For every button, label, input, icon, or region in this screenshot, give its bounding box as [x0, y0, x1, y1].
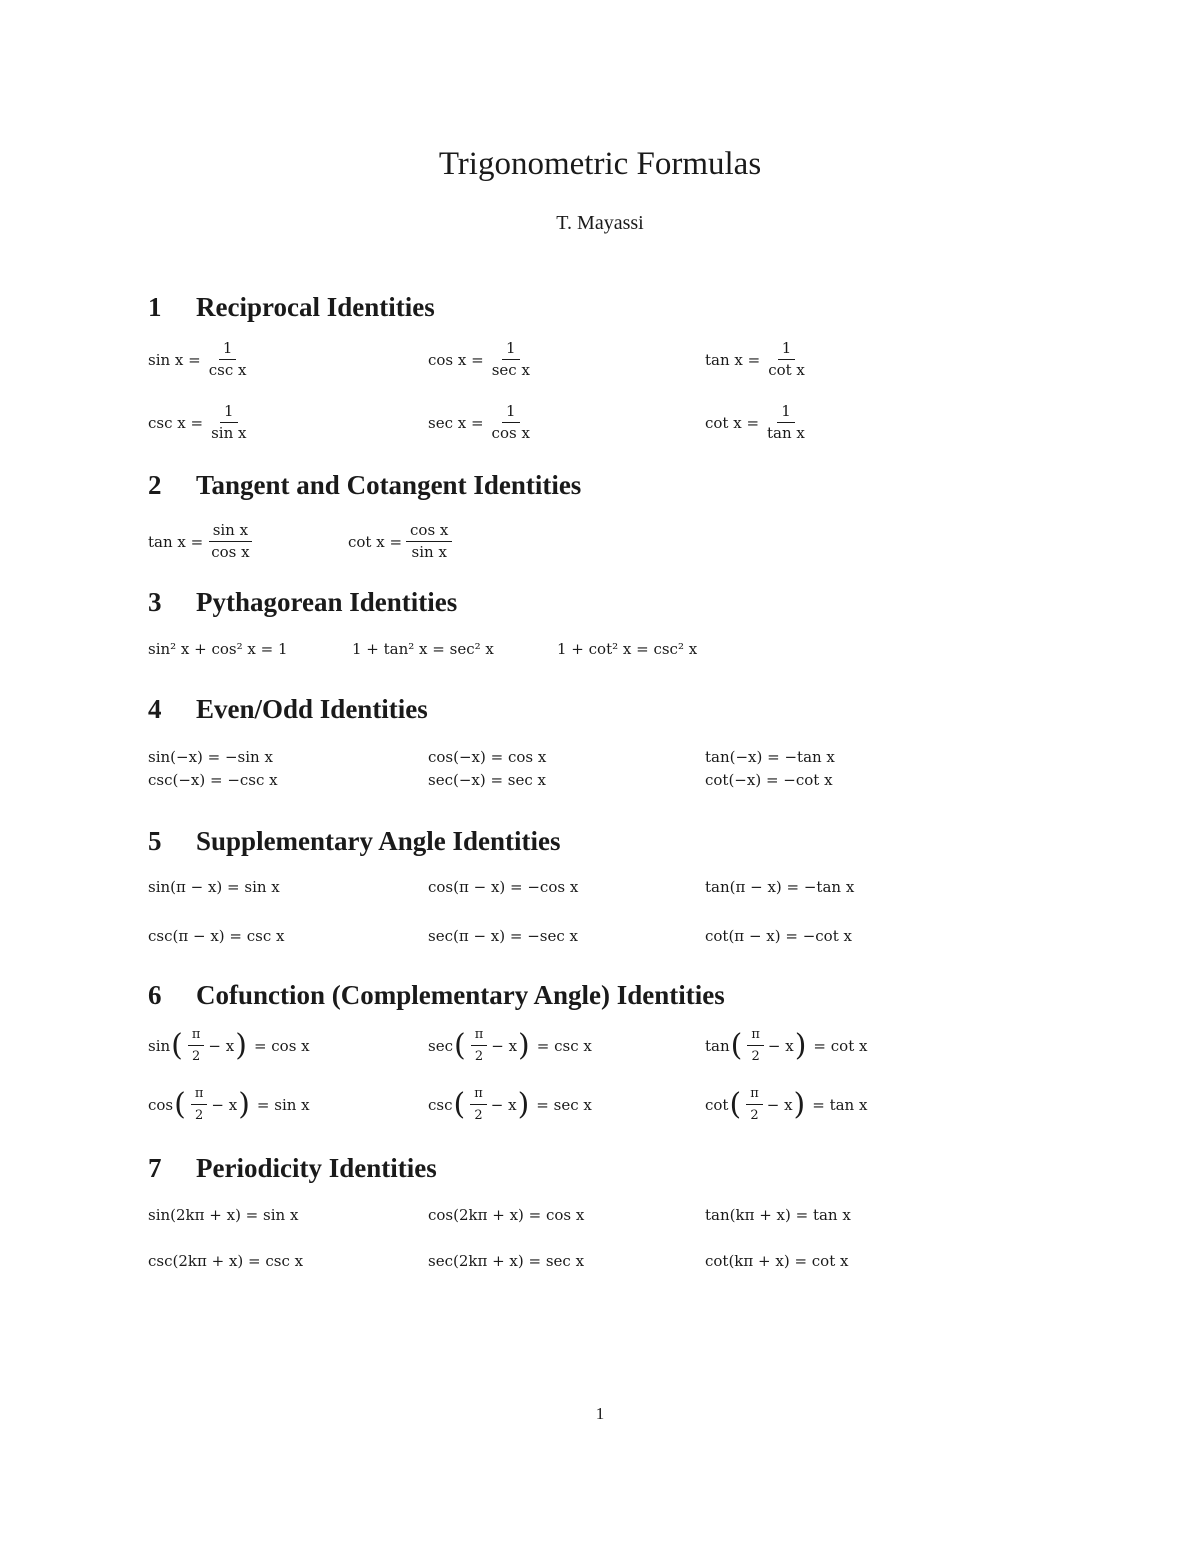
formula-cofunction-csc — [428, 1085, 592, 1124]
function-name: sec — [428, 1036, 453, 1055]
formula-even-odd-tan: tan(−x) = −tan x — [705, 748, 835, 766]
section-heading-reciprocal — [148, 292, 435, 323]
formula-periodicity-sec: sec(2kπ + x) = sec x — [428, 1252, 585, 1270]
numerator: sin x — [209, 522, 252, 542]
section-heading-supplementary — [148, 826, 561, 857]
left-paren: ( — [171, 1027, 183, 1063]
formula-cofunction-sec — [428, 1026, 592, 1065]
formula-reciprocal-cot — [705, 403, 813, 442]
formula-pythagorean-3: 1 + cot² x = csc² x — [557, 640, 698, 658]
section-heading-pythagorean — [148, 587, 457, 618]
function-name: csc — [428, 1095, 453, 1114]
left-paren: ( — [174, 1086, 186, 1122]
formula-lhs: tan x = — [148, 532, 204, 551]
formula-cotangent — [348, 522, 456, 561]
subtrahend: − x — [491, 1036, 518, 1055]
formula-lhs: tan x = — [705, 350, 761, 369]
formula-even-odd-cot: cot(−x) = −cot x — [705, 771, 833, 789]
section-heading-even-odd — [148, 694, 428, 725]
numerator: π — [188, 1026, 205, 1046]
formula-supplementary-cot: cot(π − x) = −cot x — [705, 927, 852, 945]
fraction — [764, 340, 809, 379]
right-paren: ) — [235, 1027, 247, 1063]
subtrahend: − x — [208, 1036, 235, 1055]
denominator: csc x — [208, 361, 247, 379]
right-paren: ) — [518, 1027, 530, 1063]
function-name: sin — [148, 1036, 171, 1055]
left-paren: ( — [729, 1086, 742, 1122]
formula-lhs: sec x = — [428, 413, 484, 432]
formula-reciprocal-cos — [428, 340, 538, 379]
numerator: 1 — [777, 403, 795, 423]
formula-rhs: = sin x — [256, 1095, 310, 1114]
numerator: π — [747, 1026, 764, 1046]
subtrahend: − x — [211, 1095, 238, 1114]
fraction — [488, 403, 534, 442]
fraction — [191, 1085, 208, 1124]
left-paren: ( — [453, 1027, 466, 1063]
denominator: sin x — [411, 543, 447, 561]
formula-even-odd-csc: csc(−x) = −csc x — [148, 771, 278, 789]
right-paren: ) — [238, 1086, 250, 1122]
formula-reciprocal-csc — [148, 403, 254, 442]
section-number: 1 — [148, 292, 162, 322]
formula-reciprocal-tan — [705, 340, 813, 379]
formula-even-odd-cos: cos(−x) = cos x — [428, 748, 547, 766]
denominator: 2 — [194, 1108, 204, 1123]
formula-rhs: = cos x — [253, 1036, 310, 1055]
section-heading-tangent — [148, 470, 581, 501]
section-title: Periodicity Identities — [196, 1153, 437, 1183]
numerator: 1 — [502, 340, 520, 360]
formula-lhs: cot x = — [348, 532, 403, 551]
formula-tangent — [148, 522, 258, 561]
denominator: sec x — [491, 361, 530, 379]
left-paren: ( — [730, 1027, 743, 1063]
fraction — [488, 340, 534, 379]
formula-supplementary-csc: csc(π − x) = csc x — [148, 927, 285, 945]
formula-cofunction-tan — [705, 1026, 867, 1065]
numerator: cos x — [406, 522, 452, 542]
function-name: cot — [705, 1095, 729, 1114]
function-name: cos — [148, 1095, 174, 1114]
fraction — [207, 522, 253, 561]
formula-supplementary-sec: sec(π − x) = −sec x — [428, 927, 578, 945]
subtrahend: − x — [490, 1095, 517, 1114]
formula-lhs: cot x = — [705, 413, 760, 432]
formula-rhs: = csc x — [536, 1036, 592, 1055]
formula-periodicity-sin: sin(2kπ + x) = sin x — [148, 1206, 299, 1224]
section-number: 7 — [148, 1153, 162, 1183]
section-title: Supplementary Angle Identities — [196, 826, 561, 856]
formula-periodicity-csc: csc(2kπ + x) = csc x — [148, 1252, 304, 1270]
subtrahend: − x — [766, 1095, 793, 1114]
formula-rhs: = tan x — [812, 1095, 868, 1114]
denominator: sin x — [211, 424, 247, 442]
document-author: T. Mayassi — [556, 212, 644, 234]
fraction — [471, 1026, 488, 1065]
formula-pythagorean-1: sin² x + cos² x = 1 — [148, 640, 288, 658]
section-title: Reciprocal Identities — [196, 292, 435, 322]
denominator: 2 — [474, 1049, 484, 1064]
formula-cofunction-cot — [705, 1085, 867, 1124]
formula-supplementary-sin: sin(π − x) = sin x — [148, 878, 280, 896]
formula-lhs: csc x = — [148, 413, 204, 432]
section-title: Even/Odd Identities — [196, 694, 428, 724]
numerator: 1 — [220, 403, 238, 423]
numerator: 1 — [502, 403, 520, 423]
numerator: π — [471, 1026, 488, 1046]
section-number: 4 — [148, 694, 162, 724]
numerator: π — [470, 1085, 487, 1105]
formula-periodicity-cot: cot(kπ + x) = cot x — [705, 1252, 849, 1270]
fraction — [470, 1085, 487, 1124]
denominator: 2 — [192, 1049, 201, 1064]
formula-lhs: cos x = — [428, 350, 484, 369]
numerator: π — [746, 1085, 763, 1105]
formula-rhs: = sec x — [536, 1095, 592, 1114]
numerator: 1 — [778, 340, 796, 360]
document-title: Trigonometric Formulas — [438, 146, 762, 182]
formula-cofunction-cos — [148, 1085, 310, 1124]
denominator: cos x — [491, 424, 530, 442]
formula-supplementary-tan: tan(π − x) = −tan x — [705, 878, 855, 896]
fraction — [746, 1085, 763, 1124]
numerator: 1 — [219, 340, 237, 360]
denominator: cot x — [768, 361, 805, 379]
denominator: tan x — [767, 424, 805, 442]
formula-supplementary-cos: cos(π − x) = −cos x — [428, 878, 579, 896]
numerator: π — [191, 1085, 208, 1105]
fraction — [188, 1026, 205, 1065]
subtrahend: − x — [767, 1036, 794, 1055]
section-heading-periodicity — [148, 1153, 437, 1184]
formula-lhs: sin x = — [148, 350, 201, 369]
fraction — [205, 340, 251, 379]
section-number: 2 — [148, 470, 162, 500]
formula-reciprocal-sec — [428, 403, 538, 442]
formula-cofunction-sin — [148, 1026, 310, 1065]
formula-pythagorean-2: 1 + tan² x = sec² x — [352, 640, 494, 658]
section-number: 3 — [148, 587, 162, 617]
formula-periodicity-tan: tan(kπ + x) = tan x — [705, 1206, 851, 1224]
formula-periodicity-cos: cos(2kπ + x) = cos x — [428, 1206, 585, 1224]
formula-reciprocal-sin — [148, 340, 254, 379]
denominator: cos x — [211, 543, 250, 561]
left-paren: ( — [453, 1086, 466, 1122]
page-number: 1 — [595, 1404, 605, 1423]
formula-even-odd-sin: sin(−x) = −sin x — [148, 748, 273, 766]
function-name: tan — [705, 1036, 730, 1055]
fraction — [763, 403, 809, 442]
section-number: 5 — [148, 826, 162, 856]
section-title: Cofunction (Complementary Angle) Identities — [196, 980, 725, 1010]
section-title: Pythagorean Identities — [196, 587, 458, 617]
right-paren: ) — [517, 1086, 530, 1122]
right-paren: ) — [793, 1086, 806, 1122]
denominator: 2 — [474, 1108, 483, 1123]
fraction — [406, 522, 452, 561]
denominator: 2 — [751, 1049, 760, 1064]
formula-rhs: = cot x — [813, 1036, 868, 1055]
right-paren: ) — [794, 1027, 807, 1063]
section-number: 6 — [148, 980, 162, 1010]
fraction — [207, 403, 250, 442]
section-title: Tangent and Cotangent Identities — [196, 470, 582, 500]
section-heading-cofunction — [148, 980, 725, 1011]
formula-even-odd-sec: sec(−x) = sec x — [428, 771, 547, 789]
fraction — [747, 1026, 764, 1065]
denominator: 2 — [750, 1108, 759, 1123]
